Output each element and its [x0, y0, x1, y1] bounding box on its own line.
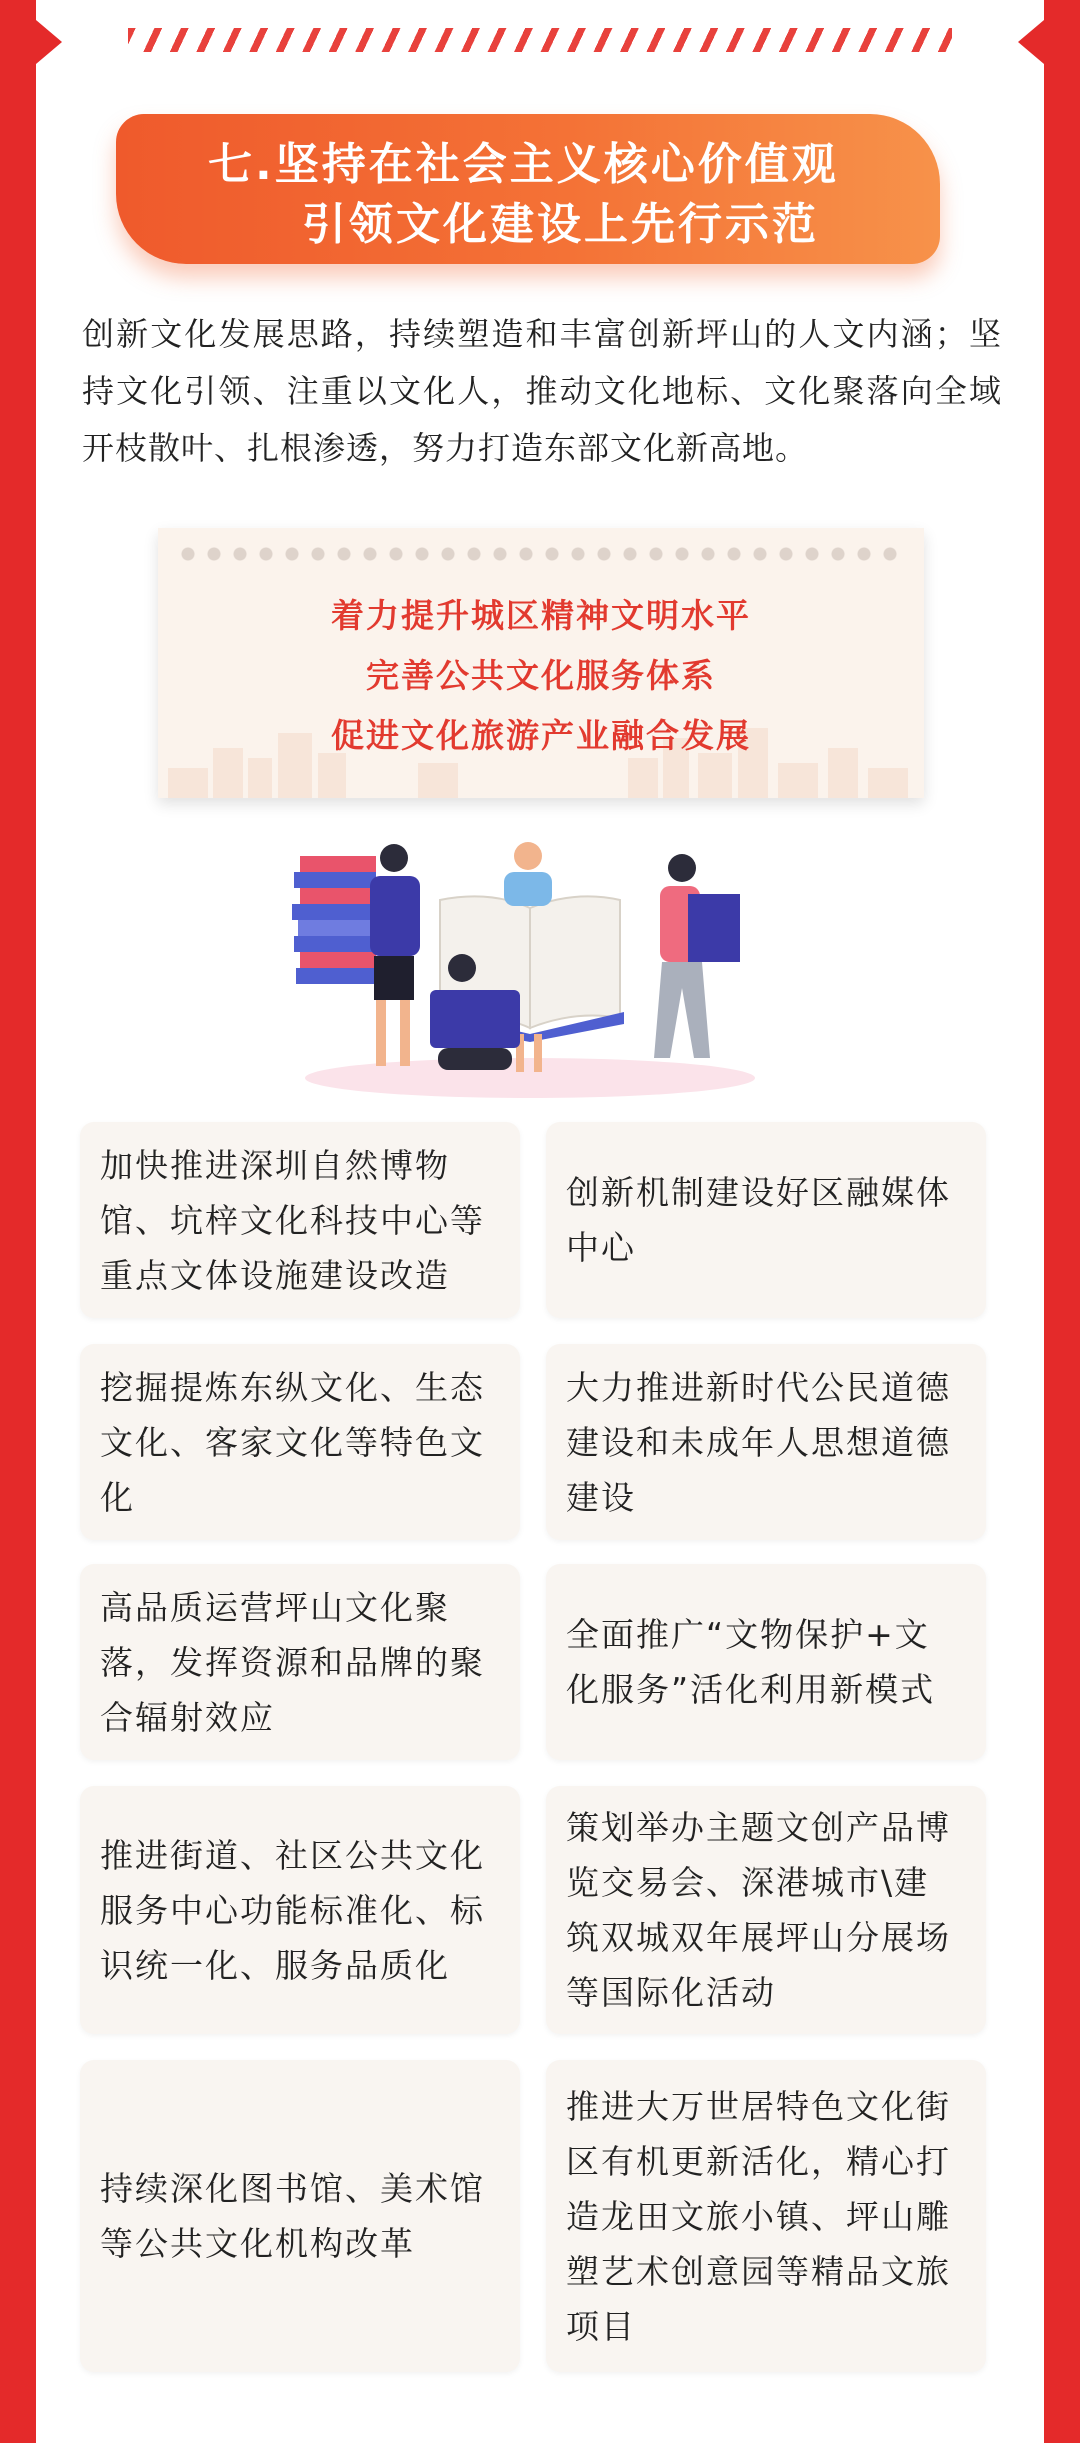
- measure-card: [80, 1122, 520, 1318]
- measure-text: 推进街道、社区公共文化服务中心功能标准化、标识统一化、服务品质化: [100, 1835, 485, 1985]
- measure-card: [546, 1344, 986, 1540]
- measure-card: [80, 1564, 520, 1760]
- section-title-line2: 引领文化建设上先行示范: [302, 199, 819, 250]
- measure-card: [80, 1786, 520, 2034]
- measure-card: [546, 1786, 986, 2034]
- measure-card: [80, 2060, 520, 2372]
- decorative-stripe-bar: [128, 28, 952, 52]
- measure-text: 推进大万世居特色文化街区有机更新活化，精心打造龙田文旅小镇、坪山雕塑艺术创意园等精品文旅项目: [566, 2086, 951, 2346]
- measure-text: 策划举办主题文创产品博览交易会、深港城市\建筑双城双年展坪山分展场等国际化活动: [566, 1808, 951, 2012]
- measure-card: [546, 2060, 986, 2372]
- notebook-holes: [180, 546, 902, 562]
- right-frame-notch: [1018, 20, 1044, 64]
- highlight-line: 完善公共文化服务体系: [366, 656, 716, 695]
- section-title-line1: 七.坚持在社会主义核心价值观: [208, 139, 839, 190]
- highlight-notecard: [158, 528, 924, 798]
- person-carrying-books-icon: [370, 844, 420, 1066]
- measure-text: 挖掘提炼东纵文化、生态文化、客家文化等特色文化: [100, 1367, 485, 1517]
- measure-text: 加快推进深圳自然博物馆、坑梓文化科技中心等重点文体设施建设改造: [100, 1145, 485, 1295]
- measure-card: [546, 1122, 986, 1318]
- book-stack-icon: [292, 856, 376, 984]
- measure-text: 创新机制建设好区融媒体中心: [566, 1173, 951, 1267]
- left-frame-notch: [36, 20, 62, 64]
- measure-text: 大力推进新时代公民道德建设和未成年人思想道德建设: [566, 1367, 951, 1517]
- highlight-line: 促进文化旅游产业融合发展: [331, 716, 751, 755]
- highlight-line: 着力提升城区精神文明水平: [331, 596, 751, 635]
- measure-text: 高品质运营坪山文化聚落，发挥资源和品牌的聚合辐射效应: [100, 1587, 485, 1737]
- person-holding-book-icon: [654, 854, 740, 1058]
- measure-card: [80, 1344, 520, 1540]
- measure-card: [546, 1564, 986, 1760]
- measure-text: 全面推广“文物保护+文化服务”活化利用新模式: [566, 1615, 936, 1709]
- people-reading-books-illustration: [290, 838, 760, 1100]
- intro-paragraph: 创新文化发展思路，持续塑造和丰富创新坪山的人文内涵；坚持文化引领、注重以文化人，推动文化地标、文化聚落向全域开枝散叶、扎根渗透，努力打造东部文化新高地。: [82, 315, 1002, 467]
- section-title-banner: [116, 114, 940, 264]
- measure-text: 持续深化图书馆、美术馆等公共文化机构改革: [100, 2169, 485, 2263]
